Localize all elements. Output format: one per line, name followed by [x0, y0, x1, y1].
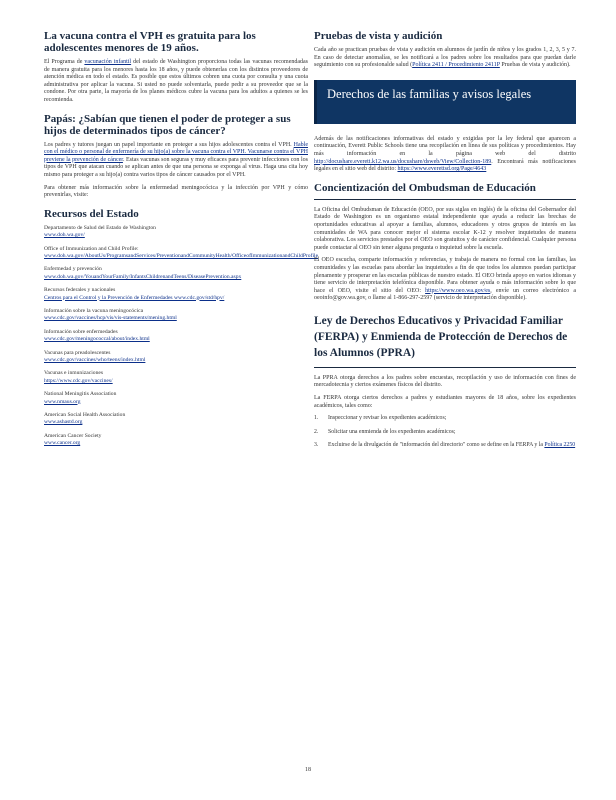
policy-link[interactable]: Política 2250: [544, 442, 576, 449]
hpv-prevention-link[interactable]: Hable con el médico o personal de enfermería de su hijo(a) sobre la vacuna contra el VPH. Vacunarse contra el VPH previene la prevención de cáncer: [44, 141, 308, 163]
ferpa-rights-list: [314, 415, 576, 449]
list-number: 2.: [314, 428, 319, 435]
vision-text-1: Cada año se practican pruebas de vista y audición en alumnos de jardín de niños y los grados 1, 2, 3, 5 y 7. En caso de detectar anomalías, se les notificará a los padres sobre los resultados para que puedan darle seguimiento con su profesionalde salud (: [314, 47, 576, 69]
resource-item: [44, 225, 308, 240]
vision-paragraph: [314, 47, 576, 70]
resource-label: American Cancer Society: [44, 432, 102, 439]
resource-label: Office of Immunization and Child Profile:: [44, 245, 139, 252]
notices-text-1: Además de las notificaciones informativas del estado y exigidas por la ley federal que aparecen a continuación, Everett Public Schools tiene una recopilación en línea de sus políticas y procedimientos. Hay más información en la página web del distrito: [314, 135, 576, 157]
ombuds-divider: [314, 199, 576, 200]
list-text: Excluirse de la divulgación de "información del directorio" como se define en la FERPA y la: [328, 442, 543, 449]
parents-text-1: Los padres y tutores juegan un papel importante en proteger a sus hijos adolescentes contra el VPH.: [44, 141, 292, 148]
resource-link[interactable]: www.nmaus.org: [44, 398, 81, 405]
resource-item: [44, 433, 308, 448]
resource-label: Enfermedad y prevención: [44, 266, 102, 273]
ombuds-title: Concientización del Ombudsman de Educación: [314, 181, 536, 194]
hpv-text-1: El Programa de: [44, 59, 83, 65]
resource-item: [44, 329, 308, 344]
resource-label: National Meningitis Association: [44, 391, 117, 398]
ombuds-text-2: El OEO escucha, comparte información y referencias, y trabaja de manera no formal con las familias, las comunidades y las escuelas para abordar las inquietudes a fin de que todos los alumnos puedan participar plenamente y prosperar en las escuelas públicas de nuestro estado. El OEO brinda apoyo en varios idiomas y tiene servicio de interpretación telefónica disponible. Para obtener ayuda o más información sobre lo que hace el OEO, visite el sitio del OEO:: [314, 257, 576, 294]
resource-link[interactable]: www.doh.wa.gov/AboutUs/ProgramsandServices/PreventionandCommunityHealth/OfficeofImmunizationandChildProfile: [44, 252, 319, 259]
list-text: Inspeccionar y revisar los expedientes académicos;: [328, 415, 447, 422]
list-item: [314, 415, 576, 422]
resources-list: [44, 224, 319, 448]
resource-link[interactable]: www.doh.wa.gov/YouandYourFamily/InfantsChildrenandTeens/DiseasePrevention.aspx: [44, 273, 242, 280]
childhood-vaccination-link[interactable]: vacunación infantil: [84, 59, 132, 65]
resource-label: Información sobre la vacuna meningocócica: [44, 307, 144, 314]
ferpa-title: Ley de Derechos Educativos y Privacidad Familiar (FERPA) y Enmienda de Protección de Derechos de los Alumnos (PPRA): [314, 314, 568, 359]
banner-title: Derechos de las familias y avisos legales: [327, 86, 532, 101]
resource-link[interactable]: www.cdc.gov/vaccines/who/teens/index.html: [44, 357, 146, 363]
ombuds-paragraph-2: [314, 257, 576, 303]
parents-paragraph-2: Para obtener más información sobre la enfermedad meningocócica y la infección por VPH y cómo prevenirlas, visite:: [44, 184, 308, 199]
resource-label: Vacunas e inmunizaciones: [44, 370, 104, 377]
resource-link[interactable]: www.ashastd.org: [44, 419, 83, 426]
list-item: [314, 429, 576, 436]
hpv-title: La vacuna contra el VPH es gratuita para los adolescentes menores de 19 años.: [44, 30, 256, 54]
list-item: [314, 442, 576, 449]
family-rights-banner: [314, 80, 576, 124]
resource-label: Información sobre enfermedades: [44, 328, 118, 335]
resource-label: Recursos federales y nacionales: [44, 287, 116, 294]
docushare-link[interactable]: http://docushare.everett.k12.wa.us/docushare/dsweb/View/Collection-189: [314, 158, 492, 165]
hpv-text-2: del estado de Washington proporciona todas las vacunas recomendadas de manera gratuita para los menores hasta los 18 años, y puede obtenerlas con los distintos proveedores de atención médica en todo el estado. Es posible que estos últimos cobren una cuota por consulta y una cuota administrativa por aplicar la vacuna. Si usted no puede solventarla, puede pedir a su proveedor que se la condone. Por otra parte, la mayoría de los planes médicos cubre la vacuna para los adultos a quienes se les recomienda.: [44, 59, 309, 103]
resources-title: Recursos del Estado: [44, 207, 139, 220]
resource-link[interactable]: https://www.cdc.gov/vaccines/: [44, 377, 113, 384]
resource-item: [44, 245, 319, 261]
page-number: 18: [305, 767, 311, 773]
right-column: [314, 30, 576, 455]
ombuds-text-3: , envíe un correo electrónico a oeoinfo@gov.wa.gov, o llame al 1-866-297-2597 (servicio de interpretación disponible).: [314, 287, 576, 302]
resource-item: [44, 391, 308, 406]
resource-item: [44, 412, 308, 427]
vision-title: Pruebas de vista y audición: [314, 30, 443, 42]
resource-item: [44, 266, 308, 281]
resource-link[interactable]: www.cancer.org: [44, 440, 81, 447]
resource-item: [44, 308, 308, 323]
list-number: 1.: [314, 415, 319, 422]
hpv-paragraph: [44, 59, 308, 105]
vision-text-2: Pruebas de vista y audición).: [499, 62, 571, 69]
ferpa-paragraph-2: La FERPA otorga ciertos derechos a padres y estudiantes mayores de 18 años, sobre los expedientes académicos, tales como:: [314, 395, 576, 409]
resource-link[interactable]: Centros para el Control y la Prevención de Enfermedades www.cdc.gov/std/hpv/: [44, 294, 225, 301]
notices-text-2: . Encontrará más notificaciones legales en el sitio web del distrito:: [314, 158, 576, 173]
parents-paragraph: [44, 142, 308, 180]
legal-notices-link[interactable]: https://www.everettsd.org/Page/4643: [397, 166, 487, 173]
parents-text-2: . Estas vacunas son seguras y muy eficaces para prevenir infecciones con los tipos de VPH que atacan cuando se aplican antes de que una persona se exponga al virus. Haga una cita hoy mismo para proteger a su hijo(a) contra varios tipos de cáncer causados por el VPH.: [44, 156, 308, 178]
resource-label: Vacunas para preadolescentes: [44, 349, 111, 356]
ferpa-divider: [314, 367, 576, 368]
left-column: [44, 30, 319, 454]
resource-item: [44, 350, 308, 365]
resource-link[interactable]: www.cdc.gov/vaccines/hcp/vis/vis-statements/mening.html: [44, 315, 177, 322]
vision-policy-link[interactable]: Política 2411 / Procedimiento 2411P: [412, 62, 500, 69]
notices-paragraph: [314, 136, 576, 174]
ombuds-paragraph-1: La Oficina del Ombudsman de Educación (OEO, por sus siglas en inglés) de la oficina del Gobernador del Estado de Washington es un organismo estatal independiente que ayuda a reducir las brechas de oportunidades educativas al apoyar a familias, alumnos, educadores y otros grupos de interés en las comunidades de WA para conocer mejor el sistema escolar K-12 y resolver inquietudes de manera colaborativa. Los servicios prestados por el OEO son gratuitos y de carácter confidencial. Cualquier persona puede contactar al OEO sin tener alguna pregunta o inquietud sobre la escuela.: [314, 206, 576, 251]
resource-item: [44, 370, 308, 385]
list-number: 3.: [314, 442, 319, 449]
resource-label: American Social Health Association: [44, 412, 126, 419]
resource-link[interactable]: www.cdc.gov/meningococcal/about/index.html: [44, 336, 150, 343]
resource-label: Departamento de Salud del Estado de Washington: [44, 224, 156, 231]
resource-item: [44, 287, 308, 302]
resource-link[interactable]: www.doh.wa.gov/: [44, 232, 85, 239]
parents-title: Papás: ¿Sabían que tienen el poder de proteger a sus hijos de determinados tipos de cáncer?: [44, 112, 291, 137]
ferpa-paragraph-1: La PPRA otorga derechos a los padres sobre encuestas, recopilación y uso de información con fines de mercadotecnia y ciertos exámenes físicos del distrito.: [314, 374, 576, 389]
list-text: Solicitar una enmienda de los expedientes académicos;: [328, 428, 456, 435]
oeo-website-link[interactable]: https://www.oeo.wa.gov/es: [425, 287, 491, 294]
